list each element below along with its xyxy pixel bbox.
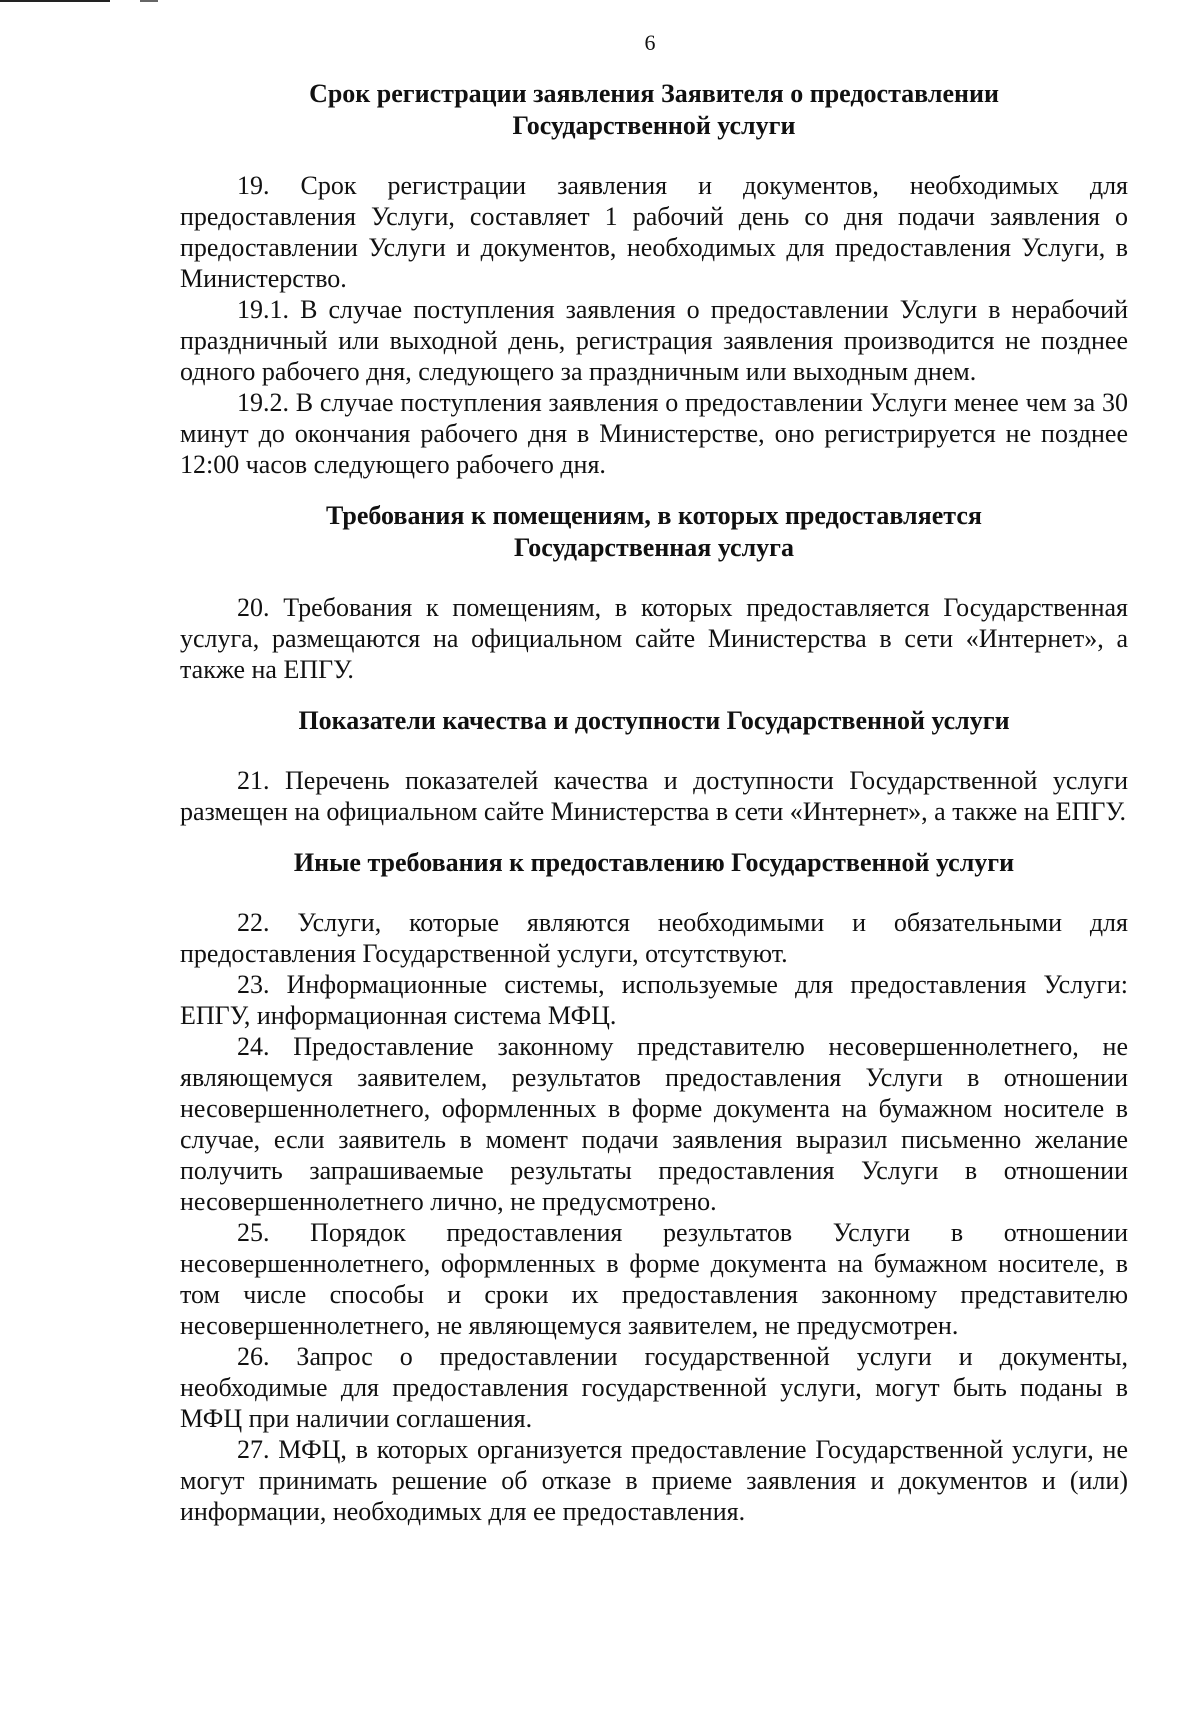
paragraph-27: 27. МФЦ, в которых организуется предоставление Государственной услуги, не могут принимать решение об отказе в приеме заявления и документов и (или) информации, необходимых для ее предоставления. xyxy=(180,1435,1128,1526)
section-title-line: Показатели качества и доступности Государственной услуги xyxy=(298,706,1010,735)
paragraph-24: 24. Предоставление законному представителю несовершеннолетнего, не являющемуся заявителем, результатов предоставления Услуги в отношении несовершеннолетнего, оформленных в форме документа на бумажном носителе в случае, если заявитель в момент подачи заявления выразил письменно желание получить запрашиваемые результаты предоставления Услуги в отношении несовершеннолетнего лично, не предусмотрено. xyxy=(180,1032,1128,1216)
paragraph-22: 22. Услуги, которые являются необходимыми и обязательными для предоставления Государственной услуги, отсутствуют. xyxy=(180,908,1128,968)
scan-edge-mark-small xyxy=(140,0,158,2)
section-title-premises xyxy=(180,500,1128,564)
section-title-line: Срок регистрации заявления Заявителя о предоставлении xyxy=(309,79,999,108)
section-title-quality xyxy=(180,705,1128,737)
section-title-line: Требования к помещениям, в которых предоставляется xyxy=(326,501,982,530)
paragraph-20: 20. Требования к помещениям, в которых предоставляется Государственная услуга, размещаются на официальном сайте Министерства в сети «Интернет», а также на ЕПГУ. xyxy=(180,593,1128,684)
section-title-registration xyxy=(180,78,1128,142)
paragraph-25: 25. Порядок предоставления результатов Услуги в отношении несовершеннолетнего, оформленных в форме документа на бумажном носителе, в том числе способы и сроки их предоставления законному представителю несовершеннолетнего, не являющемуся заявителем, не предусмотрен. xyxy=(180,1218,1128,1340)
paragraph-19-2: 19.2. В случае поступления заявления о предоставлении Услуги менее чем за 30 минут до окончания рабочего дня в Министерстве, оно регистрируется не позднее 12:00 часов следующего рабочего дня. xyxy=(180,388,1128,479)
paragraph-19-1: 19.1. В случае поступления заявления о предоставлении Услуги в нерабочий праздничный или выходной день, регистрация заявления производится не позднее одного рабочего дня, следующего за праздничным или выходным днем. xyxy=(180,295,1128,386)
paragraph-23: 23. Информационные системы, используемые для предоставления Услуги: ЕПГУ, информационная система МФЦ. xyxy=(180,970,1128,1030)
scan-edge-mark xyxy=(0,0,110,2)
section-title-other-requirements xyxy=(180,847,1128,879)
page-number: 6 xyxy=(644,30,656,55)
paragraph-21: 21. Перечень показателей качества и доступности Государственной услуги размещен на официальном сайте Министерства в сети «Интернет», а также на ЕПГУ. xyxy=(180,766,1128,826)
section-title-line: Государственной услуги xyxy=(512,111,796,140)
paragraph-26: 26. Запрос о предоставлении государственной услуги и документы, необходимые для предоставления государственной услуги, могут быть поданы в МФЦ при наличии соглашения. xyxy=(180,1342,1128,1433)
document-body xyxy=(180,78,1128,1527)
section-title-line: Иные требования к предоставлению Государственной услуги xyxy=(293,848,1015,877)
section-title-line: Государственная услуга xyxy=(514,533,794,562)
paragraph-19: 19. Срок регистрации заявления и документов, необходимых для предоставления Услуги, составляет 1 рабочий день со дня подачи заявления о предоставлении Услуги и документов, необходимых для предоставления Услуги, в Министерство. xyxy=(180,171,1128,293)
